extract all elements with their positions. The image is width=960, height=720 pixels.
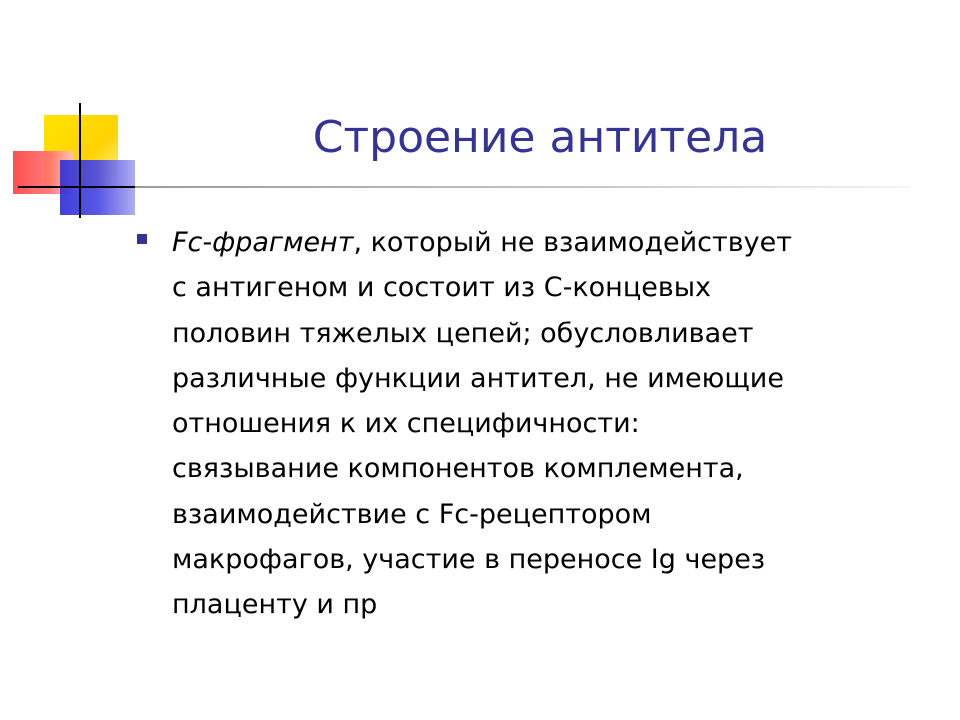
bullet-line-2: с антигеном и состоит из С-концевых	[172, 272, 712, 304]
square-bullet-icon	[137, 234, 147, 244]
bullet-text	[172, 220, 932, 628]
title-underline-rule	[135, 186, 910, 188]
italic-term: Fc-фрагмент	[172, 227, 354, 258]
bullet-line-5: отношения к их специфичности:	[172, 408, 640, 440]
logo-horizontal-line	[18, 186, 135, 188]
bullet-line-7: взаимодействие с Fc-рецептором	[172, 498, 652, 530]
bullet-line-4: различные функции антител, не имеющие	[172, 362, 784, 394]
bullet-line-6: связывание компонентов комплемента,	[172, 453, 744, 485]
first-line-rest: , который не взаимодействует	[353, 227, 792, 258]
bullet-line-8: макрофагов, участие в переносе Ig через	[172, 544, 766, 576]
slide-title: Строение антитела	[312, 112, 768, 163]
bullet-line-3: половин тяжелых цепей; обусловливает	[172, 317, 754, 349]
bullet-line-9: плаценту и пр	[172, 589, 378, 621]
bullet-line-1	[172, 220, 932, 265]
logo-vertical-line	[79, 103, 81, 218]
